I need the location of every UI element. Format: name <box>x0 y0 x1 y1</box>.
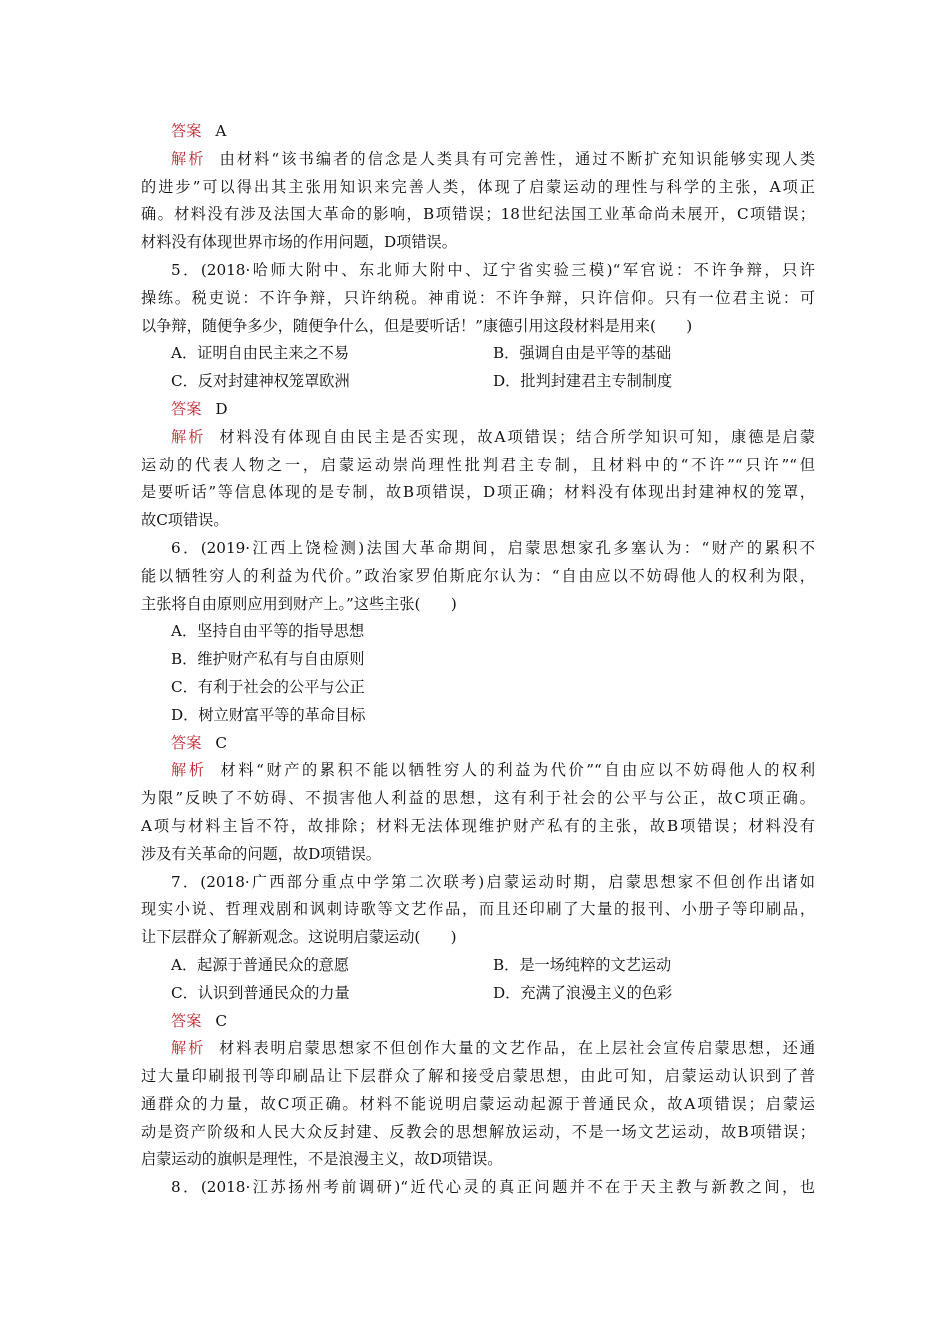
analysis-label: 解析 <box>171 761 207 780</box>
option-a: A．坚持自由平等的指导思想 <box>171 622 365 641</box>
analysis-line: 动是资产阶级和人民大众反封建、反教会的思想解放运动，不是一场文艺运动，故B项错误； <box>141 1122 815 1141</box>
options-row <box>141 980 815 1008</box>
analysis-text: 材料没有体现自由民主是否实现，故A项错误；结合所学知识可知，康德是启蒙 <box>219 427 815 446</box>
options-row <box>141 368 815 396</box>
analysis-line <box>141 1035 815 1063</box>
option-b: B．强调自由是平等的基础 <box>493 344 672 363</box>
analysis-line: 涉及有关革命的问题，故D项错误。 <box>141 844 381 863</box>
answer-line <box>141 730 815 758</box>
answer-label: 答案 <box>171 122 202 140</box>
option-d: D．充满了浪漫主义的色彩 <box>493 983 673 1002</box>
options-row <box>141 952 815 980</box>
option-a: A．证明自由民主来之不易 <box>171 344 350 363</box>
analysis-line: 材料没有体现世界市场的作用问题，D项错误。 <box>141 233 457 252</box>
analysis-text: 材料“财产的累积不能以牺牲穷人的利益为代价”“自由应以不妨碍他人的权利 <box>220 761 816 780</box>
option-d: D．批判封建君主专制制度 <box>493 372 673 391</box>
question-stem-line: 5．(2018·哈师大附中、东北师大附中、辽宁省实验三模)“军官说：不许争辩，只许 <box>171 260 815 279</box>
option-c: C．认识到普通民众的力量 <box>171 983 350 1002</box>
analysis-text: 材料表明启蒙思想家不但创作大量的文艺作品，在上层社会宣传启蒙思想，还通 <box>219 1039 815 1058</box>
analysis-line <box>141 146 815 174</box>
analysis-line: 的进步”可以得出其主张用知识来完善人类，体现了启蒙运动的理性与科学的主张，A项正 <box>141 177 815 196</box>
question-stem-line: 以争辩，随便争多少，随便争什么，但是要听话！”康德引用这段材料是用来( ) <box>141 316 693 335</box>
analysis-label: 解析 <box>171 1039 206 1058</box>
option-b: B．维护财产私有与自由原则 <box>171 650 365 669</box>
analysis-line <box>141 757 815 785</box>
answer-label: 答案 <box>171 1011 202 1030</box>
analysis-line <box>141 424 815 452</box>
analysis-line: 运动的代表人物之一，启蒙运动崇尚理性批判君主专制，且材料中的“不许”“只许”“但 <box>141 455 815 474</box>
answer-line <box>141 396 815 424</box>
analysis-line: A项与材料主旨不符，故排除；材料无法体现维护财产私有的主张，故B项错误；材料没有 <box>141 816 815 835</box>
analysis-line: 过大量印刷报刊等印刷品让下层群众了解和接受启蒙思想，由此可知，启蒙运动认识到了普 <box>141 1067 815 1086</box>
analysis-line: 确。材料没有涉及法国大革命的影响，B项错误；18世纪法国工业革命尚未展开，C项错误； <box>141 205 815 224</box>
option-c: C．反对封建神权笼罩欧洲 <box>171 372 350 391</box>
option-c: C．有利于社会的公平与公正 <box>171 677 365 696</box>
question-stem-line: 7．(2018·广西部分重点中学第二次联考)启蒙运动时期，启蒙思想家不但创作出诸如 <box>171 872 815 891</box>
question-stem-line: 能以牺牲穷人的利益为代价。”政治家罗伯斯庇尔认为：“自由应以不妨碍他人的权利为限， <box>141 566 815 585</box>
analysis-text: 由材料“该书编者的信念是人类具有可完善性，通过不断扩充知识能够实现人类 <box>219 149 816 168</box>
option-d: D．树立财富平等的革命目标 <box>171 705 366 724</box>
question-stem-line: 8．(2018·江苏扬州考前调研)“近代心灵的真正问题并不在于天主教与新教之间，也 <box>171 1178 815 1197</box>
answer-value: A <box>215 122 227 140</box>
analysis-line: 通群众的力量，故C项正确。材料不能说明启蒙运动起源于普通民众，故A项错误；启蒙运 <box>141 1094 815 1113</box>
question-stem-line: 现实小说、哲理戏剧和讽刺诗歌等文艺作品，而且还印刷了大量的报刊、小册子等印刷品， <box>141 900 815 919</box>
analysis-line: 为限”反映了不妨碍、不损害他人利益的思想，这有利于社会的公平与公正，故C项正确。 <box>141 789 815 808</box>
option-b: B．是一场纯粹的文艺运动 <box>493 955 672 974</box>
question-stem-line: 让下层群众了解新观念。这说明启蒙运动( ) <box>141 928 457 947</box>
question-stem-line: 6．(2019·江西上饶检测)法国大革命期间，启蒙思想家孔多塞认为：“财产的累积不 <box>171 538 815 557</box>
options-row <box>141 340 815 368</box>
option-a: A．起源于普通民众的意愿 <box>171 955 350 974</box>
analysis-line: 故C项错误。 <box>141 511 229 530</box>
answer-value: D <box>215 399 228 418</box>
document-page <box>141 118 815 1202</box>
analysis-line: 是要听话”等信息体现的是专制，故B项错误，D项正确；材料没有体现出封建神权的笼罩， <box>141 483 815 502</box>
question-stem-line: 主张将自由原则应用到财产上。”这些主张( ) <box>141 594 457 613</box>
analysis-line: 启蒙运动的旗帜是理性，不是浪漫主义，故D项错误。 <box>141 1150 503 1169</box>
question-stem-line: 操练。税吏说：不许争辩，只许纳税。神甫说：不许争辩，只许信仰。只有一位君主说：可 <box>141 288 815 307</box>
answer-value: C <box>215 733 227 752</box>
analysis-label: 解析 <box>171 149 206 168</box>
answer-line <box>141 118 815 146</box>
answer-value: C <box>215 1011 227 1030</box>
answer-line <box>141 1008 815 1036</box>
answer-label: 答案 <box>171 733 202 752</box>
answer-label: 答案 <box>171 399 202 418</box>
analysis-label: 解析 <box>171 427 206 446</box>
